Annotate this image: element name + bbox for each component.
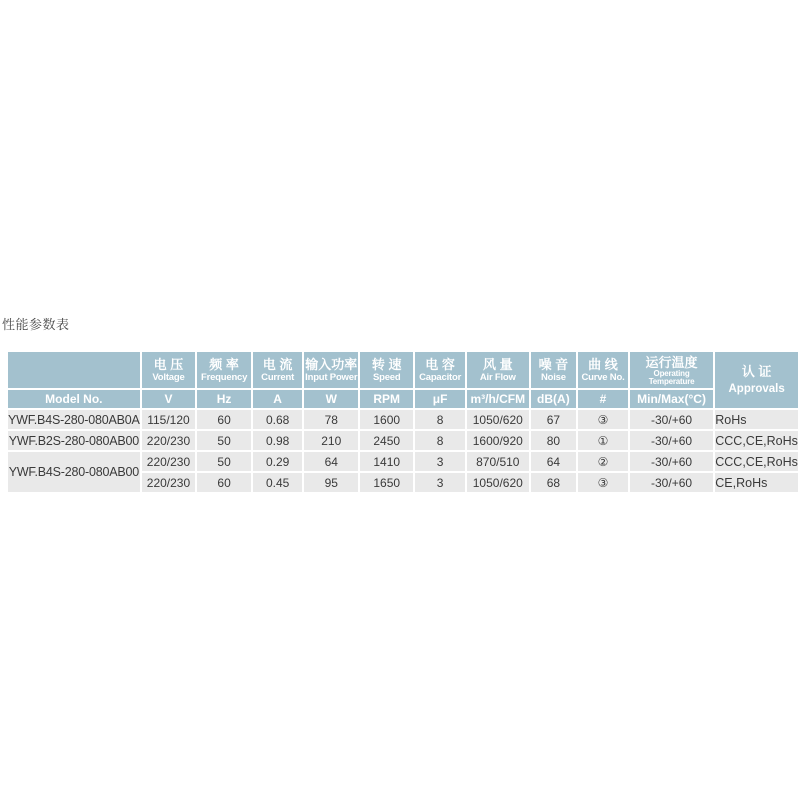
curve-no-en-label: Curve No. bbox=[581, 372, 625, 383]
cell-air-flow: 1050/620 bbox=[467, 410, 529, 429]
speed-en-label: Speed bbox=[372, 372, 401, 383]
unit-frequency: Hz bbox=[197, 390, 251, 408]
input-power-en-label: Input Power bbox=[305, 372, 358, 383]
header-row-units bbox=[8, 390, 798, 408]
capacitor-zh-label: 电 容 bbox=[425, 357, 455, 372]
unit-curve-no: # bbox=[578, 390, 628, 408]
cell-curve-no: ③ bbox=[578, 473, 628, 492]
noise-zh-label: 噪 音 bbox=[538, 357, 569, 372]
cell-frequency: 50 bbox=[197, 431, 251, 450]
cell-current: 0.29 bbox=[253, 452, 302, 471]
cell-approvals: CE,RoHs bbox=[715, 473, 798, 492]
cell-model: YWF.B4S-280-080AB0A bbox=[8, 410, 140, 429]
unit-voltage: V bbox=[142, 390, 196, 408]
input-power-zh-label: 输入功率 bbox=[305, 357, 358, 372]
voltage-zh-label: 电 压 bbox=[153, 357, 184, 372]
air-flow-en-label: Air Flow bbox=[479, 372, 516, 383]
cell-approvals: RoHs bbox=[715, 410, 798, 429]
cell-current: 0.45 bbox=[253, 473, 302, 492]
current-en-label: Current bbox=[261, 372, 295, 383]
cell-noise: 80 bbox=[531, 431, 576, 450]
operating-temperature-en-label-line2: Temperature bbox=[648, 376, 695, 386]
header-cell-frequency bbox=[197, 352, 251, 388]
cell-air-flow: 1600/920 bbox=[467, 431, 529, 450]
cell-capacitor: 8 bbox=[415, 410, 465, 429]
noise-en-label: Noise bbox=[540, 372, 566, 383]
cell-operating-temperature: -30/+60 bbox=[630, 473, 713, 492]
cell-voltage: 220/230 bbox=[142, 452, 196, 471]
cell-frequency: 60 bbox=[197, 473, 251, 492]
header-cell-curve-no bbox=[578, 352, 628, 388]
cell-curve-no: ② bbox=[578, 452, 628, 471]
header-cell-air-flow bbox=[467, 352, 529, 388]
cell-input-power: 210 bbox=[304, 431, 358, 450]
header-cell-input-power bbox=[304, 352, 358, 388]
cell-air-flow: 870/510 bbox=[467, 452, 529, 471]
cell-noise: 67 bbox=[531, 410, 576, 429]
performance-spec-table bbox=[6, 350, 800, 494]
table-row bbox=[8, 410, 798, 429]
cell-air-flow: 1050/620 bbox=[467, 473, 529, 492]
cell-frequency: 60 bbox=[197, 410, 251, 429]
cell-approvals: CCC,CE,RoHs bbox=[715, 452, 798, 471]
curve-no-zh-label: 曲 线 bbox=[588, 357, 618, 372]
cell-frequency: 50 bbox=[197, 452, 251, 471]
cell-model: YWF.B2S-280-080AB00 bbox=[8, 431, 140, 450]
voltage-en-label: Voltage bbox=[152, 372, 185, 383]
air-flow-zh-label: 风 量 bbox=[482, 357, 513, 372]
cell-current: 0.98 bbox=[253, 431, 302, 450]
cell-operating-temperature: -30/+60 bbox=[630, 452, 713, 471]
header-cell-blank bbox=[8, 352, 140, 388]
cell-noise: 64 bbox=[531, 452, 576, 471]
approvals-zh-label: 认 证 bbox=[741, 364, 772, 379]
speed-zh-label: 转 速 bbox=[371, 357, 402, 372]
header-cell-operating-temperature bbox=[630, 352, 713, 388]
frequency-en-label: Frequency bbox=[200, 372, 248, 383]
cell-noise: 68 bbox=[531, 473, 576, 492]
cell-capacitor: 3 bbox=[415, 452, 465, 471]
operating-temperature-en-label-line1: Operating bbox=[653, 368, 690, 378]
cell-capacitor: 3 bbox=[415, 473, 465, 492]
frequency-zh-label: 频 率 bbox=[209, 357, 239, 372]
operating-temperature-zh-label: 运行温度 bbox=[645, 354, 698, 370]
cell-curve-no: ③ bbox=[578, 410, 628, 429]
cell-curve-no: ① bbox=[578, 431, 628, 450]
unit-current: A bbox=[253, 390, 302, 408]
approvals-en-label: Approvals bbox=[728, 383, 785, 395]
current-zh-label: 电 流 bbox=[262, 357, 293, 372]
header-cell-current bbox=[253, 352, 302, 388]
header-cell-noise bbox=[531, 352, 576, 388]
cell-speed: 2450 bbox=[360, 431, 413, 450]
cell-model: YWF.B4S-280-080AB00 bbox=[8, 452, 140, 492]
unit-input-power: W bbox=[304, 390, 358, 408]
table-row bbox=[8, 431, 798, 450]
cell-voltage: 220/230 bbox=[142, 473, 196, 492]
cell-capacitor: 8 bbox=[415, 431, 465, 450]
cell-approvals: CCC,CE,RoHs bbox=[715, 431, 798, 450]
cell-current: 0.68 bbox=[253, 410, 302, 429]
cell-input-power: 64 bbox=[304, 452, 358, 471]
header-cell-speed bbox=[360, 352, 413, 388]
cell-speed: 1650 bbox=[360, 473, 413, 492]
cell-operating-temperature: -30/+60 bbox=[630, 410, 713, 429]
cell-input-power: 95 bbox=[304, 473, 358, 492]
unit-noise: dB(A) bbox=[531, 390, 576, 408]
table-row bbox=[8, 452, 798, 471]
unit-speed: RPM bbox=[360, 390, 413, 408]
cell-input-power: 78 bbox=[304, 410, 358, 429]
unit-air-flow: m³/h/CFM bbox=[467, 390, 529, 408]
cell-speed: 1410 bbox=[360, 452, 413, 471]
cell-speed: 1600 bbox=[360, 410, 413, 429]
cell-voltage: 220/230 bbox=[142, 431, 196, 450]
model-no-label: Model No. bbox=[8, 390, 140, 408]
unit-capacitor: μF bbox=[415, 390, 465, 408]
header-cell-voltage bbox=[142, 352, 196, 388]
page-title: 性能参数表 bbox=[2, 317, 70, 332]
capacitor-en-label: Capacitor bbox=[419, 372, 462, 383]
header-cell-approvals bbox=[715, 352, 798, 408]
header-row-main bbox=[8, 352, 798, 388]
cell-voltage: 115/120 bbox=[142, 410, 196, 429]
cell-operating-temperature: -30/+60 bbox=[630, 431, 713, 450]
unit-operating-temperature: Min/Max(°C) bbox=[630, 390, 713, 408]
header-cell-capacitor bbox=[415, 352, 465, 388]
